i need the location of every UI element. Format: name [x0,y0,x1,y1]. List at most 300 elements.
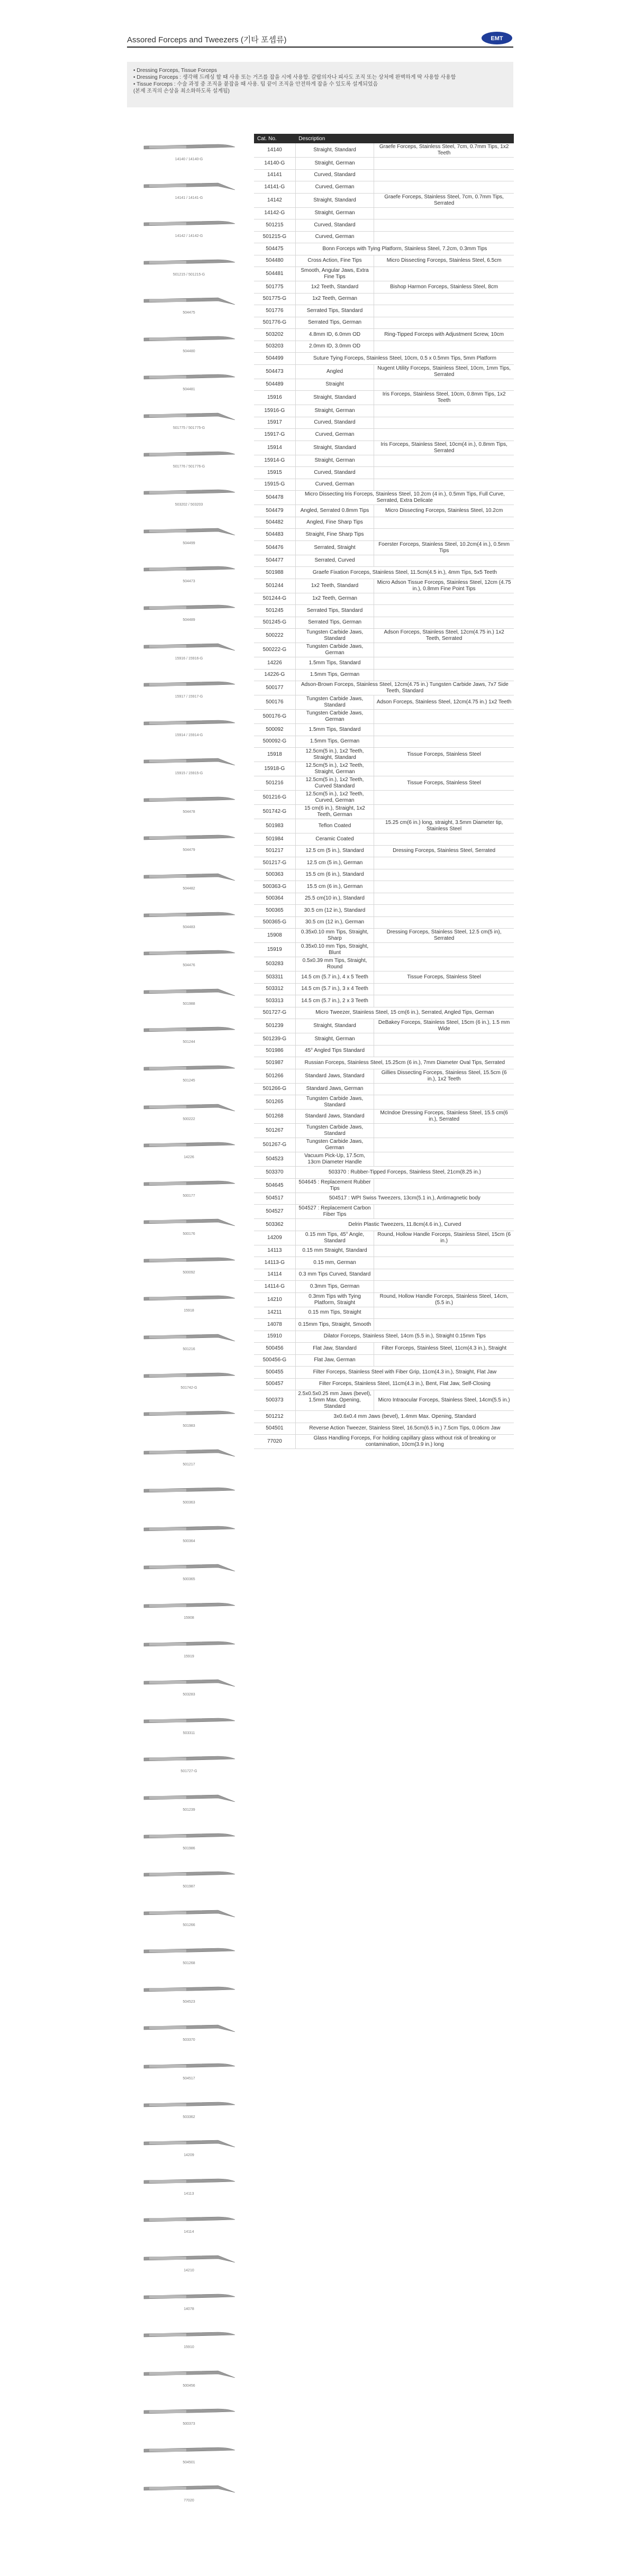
product-code-label: 503311 [183,1731,195,1735]
product-code-label: 503283 [183,1693,195,1697]
cat-no-cell: 501266 [254,1069,295,1083]
description-cell: 15.25 cm(6 in.) long, straight, 3.5mm Diameter tip, Stainless Steel [374,819,514,833]
table-row [254,710,514,724]
variant-cell: Standard Jaws, Standard [295,1110,374,1124]
variant-cell: 15 cm(6 in.), Straight, 1x2 Teeth, German [295,805,374,819]
variant-cell: 12.5 cm (5 in.), German [295,857,374,869]
table-row [254,669,514,681]
forceps-icon [139,674,239,695]
cat-no-cell: 14113 [254,1245,295,1257]
forceps-icon [139,636,239,657]
product-image [139,2248,239,2279]
description-cell [374,643,514,657]
cat-no-cell: 501775 [254,281,295,294]
product-image [139,827,239,859]
product-code-label: 15918 [184,1309,194,1313]
product-image [139,1442,239,1473]
description-cell: Bishop Harmon Forceps, Stainless Steel, 8cm [374,281,514,294]
product-code-label: 500177 [183,1194,195,1198]
table-row [254,158,514,170]
table-row [254,1152,514,1167]
description-cell: Filter Forceps, Stainless Steel with Fiber Grip, 11cm(4.3 in.), Straight, Flat Jaw [295,1367,514,1379]
table-row [254,293,514,305]
product-image [139,866,239,897]
cat-no-cell: 504475 [254,243,295,255]
product-code-label: 501727-G [180,1770,197,1774]
description-cell [374,417,514,429]
product-code-label: 14141 / 14141-G [175,196,203,200]
cat-no-cell: 15919 [254,943,295,957]
variant-cell: Tungsten Carbide Jaws, Standard [295,1124,374,1138]
cat-no-cell: 501775-G [254,293,295,305]
product-code-label: 504501 [183,2460,195,2464]
description-cell: 3x0.6x0.4 mm Jaws (bevel), 1.4mm Max. Opening, Standard [295,1411,514,1423]
product-image [139,1134,239,1166]
cat-no-cell: 14226 [254,657,295,670]
product-code-label: 501986 [183,1846,195,1850]
forceps-icon [139,1442,239,1463]
product-image [139,2324,239,2356]
cat-no-cell: 500457 [254,1378,295,1390]
product-image [139,444,239,475]
description-cell [374,1205,514,1219]
variant-cell: 1.5mm Tips, German [295,669,374,681]
cat-no-cell: 501988 [254,567,295,579]
table-row [254,1057,514,1069]
product-code-label: 504523 [183,2000,195,2004]
variant-cell: Curved, German [295,231,374,243]
cat-no-cell: 504476 [254,540,295,555]
table-row [254,657,514,670]
cat-no-cell: 501212 [254,1411,295,1423]
page-title: Assored Forceps and Tweezers (기타 포셉류) [127,35,287,44]
description-cell [374,1245,514,1257]
product-code-label: 504482 [183,887,195,891]
cat-no-cell: 15915 [254,467,295,479]
description-cell: Tissue Forceps, Stainless Steel [374,748,514,762]
cat-no-cell: 15916-G [254,405,295,417]
product-image [139,1634,239,1665]
description-cell: 504517 : WPI Swiss Tweezers, 13cm(5.1 in.), Antimagnetic body [295,1193,514,1205]
table-row [254,905,514,917]
description-cell [374,1178,514,1193]
variant-cell: Curved, Standard [295,169,374,181]
product-code-label: 501775 / 501775-G [173,426,205,430]
cat-no-cell: 15918 [254,748,295,762]
forceps-icon [139,866,239,887]
product-code-label: 501988 [183,1002,195,1006]
description-cell [374,736,514,748]
product-image [139,1403,239,1435]
description-cell [374,881,514,893]
product-code-label: 501987 [183,1885,195,1889]
product-code-label: 501776 / 501776-G [173,464,205,469]
description-cell: Micro Dissecting Forceps, Stainless Steel, 6.5cm [374,255,514,267]
description-cell [374,869,514,881]
product-image [139,482,239,514]
table-row [254,724,514,736]
cat-no-cell: 501244-G [254,593,295,605]
variant-cell: 2.5x0.5x0.25 mm Jaws (bevel), 1.5mm Max. Opening, Standard [295,1390,374,1411]
product-image [139,1288,239,1319]
variant-cell: Standard Jaws, German [295,1083,374,1095]
product-code-label: 14226 [184,1156,194,1160]
table-row [254,517,514,529]
description-cell: Graefe Forceps, Stainless Steel, 7cm, 0.7mm Tips, 1x2 Teeth [374,143,514,158]
description-cell [374,995,514,1007]
description-cell: Micro Intraocular Forceps, Stainless Steel, 14cm(5.5 in.) [374,1390,514,1411]
variant-cell: Smooth, Angular Jaws, Extra Fine Tips [295,267,374,281]
forceps-icon [139,2094,239,2115]
product-image [139,2171,239,2203]
forceps-icon [139,789,239,810]
product-image [139,712,239,744]
table-row [254,555,514,567]
description-cell: Suture Tying Forceps, Stainless Steel, 10cm, 0.5 x 0.5mm Tips, 5mm Platform [295,353,514,365]
product-code-label: 15919 [184,1654,194,1658]
cat-no-cell: 501244 [254,579,295,593]
table-row [254,1167,514,1179]
forceps-icon [139,1556,239,1578]
variant-cell: Straight, Fine Sharp Tips [295,529,374,541]
table-row [254,193,514,207]
description-cell: Filter Forceps, Stainless Steel, 11cm(4.3 in.), Straight [374,1343,514,1355]
product-image [139,213,239,245]
table-row [254,353,514,365]
product-code-label: 500092 [183,1270,195,1275]
forceps-icon [139,1748,239,1770]
variant-cell: Straight, German [295,405,374,417]
header-cat-no: Cat. No. [254,134,295,143]
table-row [254,305,514,317]
forceps-icon [139,290,239,311]
variant-cell: 1x2 Teeth, German [295,293,374,305]
description-cell: Delrin Plastic Tweezers, 11.8cm(4.6 in.), Curved [295,1219,514,1231]
cat-no-cell: 500364 [254,893,295,905]
cat-no-cell: 14113-G [254,1257,295,1269]
description-cell [374,1257,514,1269]
cat-no-cell: 503283 [254,957,295,971]
product-code-label: 504475 [183,311,195,315]
forceps-icon [139,1288,239,1309]
table-row [254,317,514,329]
cat-no-cell: 14211 [254,1307,295,1319]
forceps-icon [139,2248,239,2269]
product-image [139,1940,239,1972]
product-image [139,789,239,821]
description-cell: Foerster Forceps, Stainless Steel, 10.2cm(4 in.), 0.5mm Tips [374,540,514,555]
description-cell [374,317,514,329]
table-row [254,1435,514,1449]
variant-cell: 12.5cm(5 in.), 1x2 Teeth, Straight, Standard [295,748,374,762]
product-image [139,1710,239,1742]
table-row [254,791,514,805]
cat-no-cell: 501245 [254,605,295,617]
table-row [254,169,514,181]
product-code-label: 504481 [183,388,195,392]
forceps-icon [139,1058,239,1079]
variant-cell: 4.8mm ID, 6.0mm OD [295,329,374,341]
cat-no-cell: 500176-G [254,710,295,724]
forceps-icon [139,2478,239,2499]
cat-no-cell: 504527 [254,1205,295,1219]
variant-cell: 0.15mm Tips, Straight, Smooth [295,1319,374,1331]
cat-no-cell: 15917-G [254,429,295,441]
product-image [139,2209,239,2241]
table-row [254,617,514,629]
description-cell [374,857,514,869]
variant-cell: 1.5mm Tips, Standard [295,724,374,736]
description-cell [374,805,514,819]
product-code-label: 15910 [184,2345,194,2350]
table-row [254,219,514,232]
product-code-label: 500373 [183,2422,195,2426]
table-row [254,281,514,294]
cat-no-cell: 501245-G [254,617,295,629]
cat-no-cell: 504479 [254,505,295,517]
description-cell [374,833,514,846]
product-image [139,290,239,322]
description-cell [374,710,514,724]
table-row [254,776,514,791]
description-cell: Filter Forceps, Stainless Steel, 11cm(4.3 in.), Bent, Flat Jaw, Self-Closing [295,1378,514,1390]
description-cell [374,1095,514,1110]
description-cell [374,957,514,971]
product-table [254,134,514,1449]
description-cell: Micro Adson Tissue Forceps, Stainless Steel, 12cm (4.75 in.), 0.8mm Fine Point Tips [374,579,514,593]
variant-cell: Serrated, Curved [295,555,374,567]
table-row [254,1045,514,1057]
table-row [254,207,514,219]
description-cell: Russian Forceps, Stainless Steel, 15.25cm (6 in.), 7mm Diameter Oval Tips, Serrated [295,1057,514,1069]
description-line: (본제 조직의 손상을 최소화하도록 설계됨) [133,88,230,94]
table-row [254,231,514,243]
table-row [254,1331,514,1343]
description-cell [374,231,514,243]
table-row [254,1307,514,1319]
variant-cell: Straight, Standard [295,1019,374,1033]
forceps-icon [139,1979,239,2000]
variant-cell: 0.35x0.10 mm Tips, Straight, Sharp [295,929,374,943]
product-code-label: 501266 [183,1923,195,1927]
product-image [139,2286,239,2318]
product-code-label: 501216 [183,1347,195,1351]
forceps-icon [139,1864,239,1885]
description-cell [374,1045,514,1057]
description-cell [374,943,514,957]
brand-logo [480,31,513,45]
table-row [254,1095,514,1110]
product-image [139,750,239,782]
description-cell: Micro Dissecting Forceps, Stainless Steel, 10.2cm [374,505,514,517]
variant-cell: Serrated, Straight [295,540,374,555]
description-cell [374,455,514,467]
description-cell [374,158,514,170]
product-image [139,2017,239,2049]
product-image [139,1211,239,1243]
forceps-icon [139,1634,239,1655]
variant-cell: Curved, Standard [295,467,374,479]
forceps-icon [139,2209,239,2230]
cat-no-cell: 503202 [254,329,295,341]
table-row [254,529,514,541]
variant-cell: Tungsten Carbide Jaws, Standard [295,695,374,710]
product-image-column [127,136,249,2548]
cat-no-cell: 503362 [254,1219,295,1231]
product-code-label: 501217 [183,1462,195,1466]
product-image [139,1058,239,1089]
description-cell [374,379,514,391]
cat-no-cell: 504501 [254,1423,295,1435]
description-box [127,62,513,107]
variant-cell: Curved, Standard [295,219,374,232]
cat-no-cell: 501215 [254,219,295,232]
cat-no-cell: 501216 [254,776,295,791]
description-cell [374,293,514,305]
cat-no-cell: 14142-G [254,207,295,219]
description-cell [374,467,514,479]
product-code-label: 504473 [183,580,195,584]
cat-no-cell: 500222 [254,629,295,643]
variant-cell: Tungsten Carbide Jaws, Standard [295,1095,374,1110]
description-line: • Tissue Forceps : 수술 과정 중 조직을 붙잡을 때 사용. 팁 끝이 조직을 안전하게 잡을 수 있도록 설계되었음 [133,81,378,87]
forceps-icon [139,2017,239,2038]
forceps-icon [139,1173,239,1194]
variant-cell: 45° Angled Tips Standard [295,1045,374,1057]
table-row [254,833,514,846]
description-cell: Micro Tweezer, Stainless Steel, 15 cm(6 in.), Serrated, Angled Tips, German [295,1007,514,1019]
table-row [254,467,514,479]
forceps-icon [139,1250,239,1271]
variant-cell: 504527 : Replacement Carbon Fiber Tips [295,1205,374,1219]
product-image [139,1787,239,1819]
product-image [139,405,239,437]
forceps-icon [139,1518,239,1539]
table-row [254,491,514,505]
variant-cell: Tungsten Carbide Jaws, German [295,1138,374,1152]
variant-cell: Flat Jaw, Standard [295,1343,374,1355]
cat-no-cell: 501267-G [254,1138,295,1152]
cat-no-cell: 500222-G [254,643,295,657]
table-row [254,1019,514,1033]
product-code-label: 14113 [184,2192,194,2196]
cat-no-cell: 14140-G [254,158,295,170]
variant-cell: 15.5 cm (6 in.), German [295,881,374,893]
cat-no-cell: 504499 [254,353,295,365]
table-row [254,243,514,255]
cat-no-cell: 501217-G [254,857,295,869]
product-image [139,1902,239,1934]
cat-no-cell: 501267 [254,1124,295,1138]
cat-no-cell: 14142 [254,193,295,207]
cat-no-cell: 15914-G [254,455,295,467]
forceps-icon [139,2440,239,2461]
description-cell [374,593,514,605]
description-cell: DeBakey Forceps, Stainless Steel, 15cm (6 in.), 1.5 mm Wide [374,1019,514,1033]
table-row [254,629,514,643]
table-row [254,1319,514,1331]
product-code-label: 15916 / 15916-G [175,656,203,661]
header-description: Description [295,134,514,143]
table-row [254,267,514,281]
product-code-label: 503202 / 503203 [175,503,203,507]
description-cell: Ring-Tipped Forceps with Adjustment Screw, 10cm [374,329,514,341]
product-image [139,1019,239,1051]
description-cell [374,207,514,219]
variant-cell: 0.15 mm Straight, Standard [295,1245,374,1257]
product-image [139,1096,239,1128]
product-code-label: 504478 [183,810,195,814]
forceps-icon [139,520,239,542]
table-row [254,379,514,391]
description-cell [374,657,514,670]
forceps-icon [139,1480,239,1501]
description-cell [374,169,514,181]
description-line: • Dressing Forceps : 생각해 드레싱 할 때 사용 또는 거즈를 잡을 시에 사용함. 갈랍의자나 피사도 조직 또는 상처에 완벽하게 딱 사용함 사용함 [133,75,456,80]
description-cell: Glass Handling Forceps, For holding capillary glass without risk of breaking or contamination, 10cm(3.9 in.) long [295,1435,514,1449]
forceps-icon [139,175,239,196]
table-row [254,540,514,555]
cat-no-cell: 500455 [254,1367,295,1379]
description-cell: 503370 : Rubber-Tipped Forceps, Stainless Steel, 21cm(8.25 in.) [295,1167,514,1179]
table-row [254,417,514,429]
cat-no-cell: 501987 [254,1057,295,1069]
table-row [254,1124,514,1138]
table-row [254,845,514,857]
product-code-label: 500363 [183,1501,195,1505]
forceps-icon [139,2363,239,2384]
cat-no-cell: 504517 [254,1193,295,1205]
description-cell: Iris Forceps, Stainless Steel, 10cm(4 in.), 0.8mm Tips, Serrated [374,441,514,455]
cat-no-cell: 501984 [254,833,295,846]
table-row [254,869,514,881]
variant-cell: Tungsten Carbide Jaws, German [295,710,374,724]
forceps-icon [139,1326,239,1347]
product-image [139,1326,239,1358]
cat-no-cell: 14141-G [254,181,295,194]
table-row [254,971,514,984]
description-cell: Dressing Forceps, Stainless Steel, 12.5 cm(5 in), Serrated [374,929,514,943]
forceps-icon [139,1403,239,1424]
forceps-icon [139,2324,239,2345]
variant-cell: 0.5x0.39 mm Tips, Straight, Round [295,957,374,971]
variant-cell: 0.3mm Tips with Tying Platform, Straight [295,1292,374,1307]
table-row [254,736,514,748]
product-image [139,2132,239,2164]
product-image [139,1748,239,1780]
variant-cell: Serrated Tips, Standard [295,305,374,317]
product-code-label: 14209 [184,2153,194,2158]
table-row [254,893,514,905]
forceps-icon [139,2286,239,2307]
cat-no-cell: 504480 [254,255,295,267]
product-code-label: 503370 [183,2038,195,2042]
product-image [139,558,239,590]
table-row [254,1138,514,1152]
table-row [254,1033,514,1046]
forceps-icon [139,597,239,618]
variant-cell: Standard Jaws, Standard [295,1069,374,1083]
product-code-label: 15914 / 15914-G [175,733,203,737]
product-code-label: 501268 [183,1961,195,1966]
product-code-label: 15915 / 15915-G [175,772,203,776]
description-cell: McIndoe Dressing Forceps, Stainless Steel, 15.5 cm(6 in.), Serrated [374,1110,514,1124]
description-cell: Adson Forceps, Stainless Steel, 12cm(4.75 in.) 1x2 Teeth, Serrated [374,629,514,643]
variant-cell: Straight, German [295,1033,374,1046]
description-cell [374,605,514,617]
product-code-label: 504480 [183,349,195,353]
product-image [139,981,239,1013]
